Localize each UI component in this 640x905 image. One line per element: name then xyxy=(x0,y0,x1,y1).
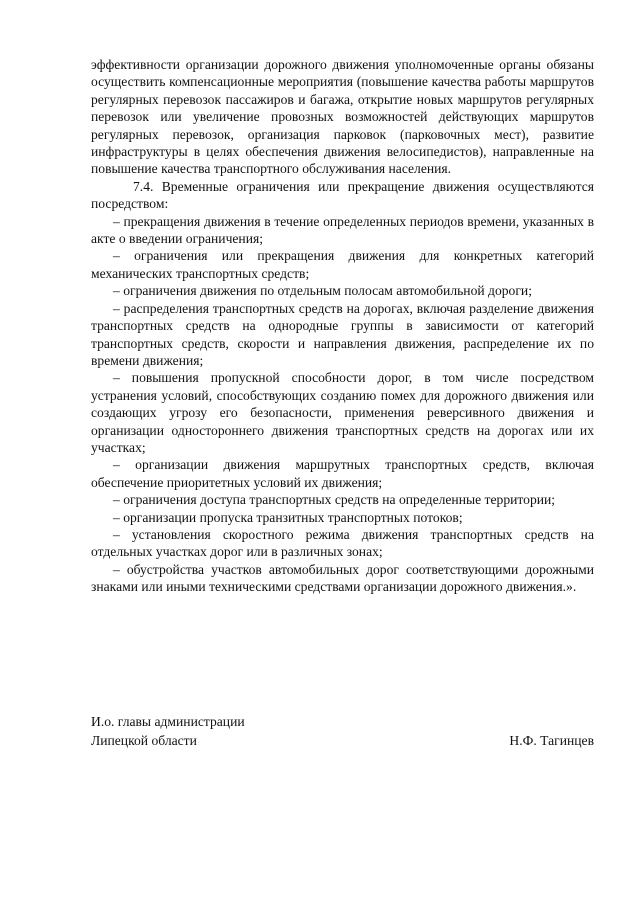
document-body xyxy=(91,56,594,596)
signature-block xyxy=(91,712,594,750)
list-item: – ограничения движения по отдельным полосам автомобильной дороги; xyxy=(113,283,532,299)
list-item: – организации движения маршрутных транспортных средств, включая обеспечение приоритетных условий их движения; xyxy=(91,457,594,490)
list-item: – распределения транспортных средств на дорогах, включая разделение движения транспортных средств на однородные группы в зависимости от категорий транспортных средств, скорости и направления движения, распределение их по времени движения; xyxy=(91,300,594,368)
list-item: – организации пропуска транзитных транспортных потоков; xyxy=(113,509,463,525)
list-item: – ограничения или прекращения движения для конкретных категорий механических транспортных средств; xyxy=(91,248,594,281)
intro-paragraph: эффективности организации дорожного движения уполномоченные органы обязаны осуществить компенсационные мероприятия (повышение качества работы маршрутов регулярных перевозок пассажиров и багажа, открытие новых маршрутов регулярных перевозок или увеличение провозных возможностей действующих маршрутов регулярных перевозок, организация парковок (парковочных мест), развитие инфраструктуры в целях обеспечения движения велосипедистов), направленные на повышение качества транспортного обслуживания населения. xyxy=(91,57,594,177)
list-item: – прекращения движения в течение определенных периодов времени, указанных в акте о введении ограничения; xyxy=(91,213,594,247)
list-item: – установления скоростного режима движения транспортных средств на отдельных участках дорог или в различных зонах; xyxy=(91,526,594,560)
list-item: – обустройства участков автомобильных дорог соответствующими дорожными знаками или иными техническими средствами организации дорожного движения.». xyxy=(91,561,594,595)
signatory-position-line1: И.о. главы администрации xyxy=(91,714,245,729)
signature-row xyxy=(91,731,594,750)
section-7-4-paragraph: 7.4. Временные ограничения или прекращение движения осуществляются посредством: xyxy=(91,178,594,212)
list-item: – повышения пропускной способности дорог, в том числе посредством устранения условий, способствующих созданию помех для дорожного движения или создающих угрозу его безопасности, применения реверсивного движения и организации одностороннего движения транспортных средств на дорогах или их участках; xyxy=(91,370,594,455)
signatory-position-line2: Липецкой области xyxy=(91,733,197,748)
signatory-name: Н.Ф. Тагинцев xyxy=(509,733,594,748)
list-item: – ограничения доступа транспортных средств на определенные территории; xyxy=(113,492,556,508)
